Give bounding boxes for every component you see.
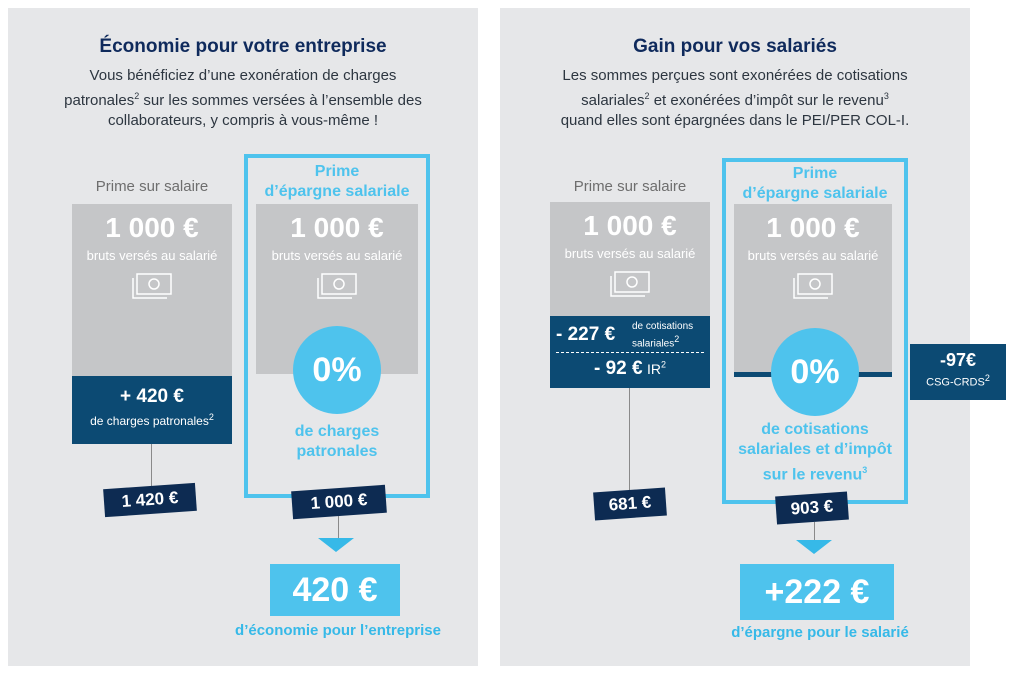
prime-epargne-title: Prime d’épargne salariale [264,163,410,200]
panel-title: Économie pour votre entreprise [99,36,387,57]
zero-percent-circle: 0% [771,328,859,416]
gross-amount: 1 000 € [583,210,677,241]
charges-exemption-text: de charges patronales [294,423,380,460]
total-tag-epargne: 903 € [775,492,849,525]
prime-salaire-column [550,202,710,316]
panel-title: Gain pour vos salariés [633,36,837,57]
prime-salaire-column [72,204,232,380]
csg-amount: -97€ [939,350,977,370]
ir-line: - 92 € $IR^2$ [593,358,667,379]
gross-amount: 1 000 € [766,212,860,243]
connector-line [629,388,630,490]
deductions-box [550,316,710,388]
charges-label: de charges patronales$^2$ [90,412,214,428]
panel-description: Vous bénéficiez d’une exonération de charges patronales$^2$ sur les sommes versées à l’ensemble des collaborateurs, y compris à vous-même ! [64,67,422,129]
panel-entreprise [8,8,478,666]
arrow-down-icon [796,540,832,554]
gross-amount-caption: bruts versés au salarié [271,248,403,263]
charges-amount: + 420 € [120,386,184,407]
gross-amount: 1 000 € [105,212,199,243]
connector-line [338,516,339,540]
gross-amount: 1 000 € [290,212,384,243]
prime-salaire-label: Prime sur salaire [95,178,209,195]
total-tag-epargne: 1 000 € [291,485,387,519]
csg-crds-box [910,344,1006,400]
cotisations-amount: - 227 € [556,324,616,345]
banknote-icon [790,272,836,300]
exemption-text: de cotisations salariales et d’impôt sur le revenu$^3$ [738,421,892,484]
banknote-icon [607,270,653,298]
prime-salaire-label: Prime sur salaire [573,178,687,195]
banknote-icon [314,272,360,300]
banknote-icon [129,272,175,300]
result-amount: +222 € [740,564,894,620]
result-caption: d’économie pour l’entreprise [235,622,441,639]
total-tag-salaire: 681 € [593,488,667,521]
zero-percent-circle: 0% [293,326,381,414]
arrow-down-icon [318,538,354,552]
panel-salaries [500,8,990,666]
result-amount: 420 € [270,564,400,616]
gross-amount-caption: bruts versés au salarié [86,248,218,263]
panel-description: Les sommes perçues sont exonérées de cotisations salariales$^2$ et exonérées d’impôt sur le revenu$^3$ quand elles sont épargnées dans le PEI/PER COL-I. [560,67,910,129]
cotisations-label: de cotisations salariales$^2$ [632,321,694,350]
connector-line [151,444,152,488]
gross-amount-caption: bruts versés au salarié [564,246,696,261]
csg-label: CSG-CRDS$^2$ [926,373,990,389]
connector-line [814,522,815,542]
gross-amount-caption: bruts versés au salarié [747,248,879,263]
total-tag-salaire: 1 420 € [103,483,197,517]
dashed-separator [556,352,704,353]
result-caption: d’épargne pour le salarié [731,624,909,641]
prime-epargne-title: Prime d’épargne salariale [742,165,888,202]
charges-patronales-box [72,376,232,444]
